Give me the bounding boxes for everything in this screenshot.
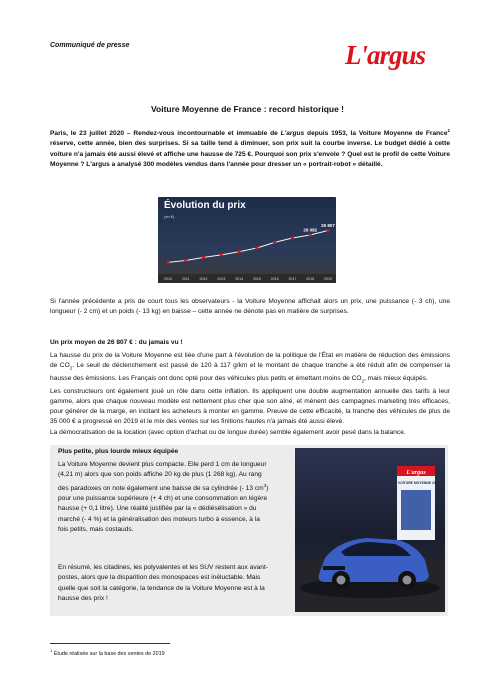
intro-text-1: Paris, le 23 juillet 2020 – Rendez-vous incontournable et immuable de xyxy=(50,130,281,138)
size-paragraph-2: En résumé, les citadines, les polyvalentes et les SUV restent aux avant-postes, alors que la disparition des monospaces est inéluctable. Mais quelle que soit la catégorie, la tendance de la Voiture Moyenne est à la hausse des prix ! xyxy=(58,564,269,602)
x-tick-label: 2013 xyxy=(217,277,226,281)
poster-brand: L'argus xyxy=(406,470,426,476)
data-label: 26 807 xyxy=(321,222,335,228)
x-tick-label: 2018 xyxy=(306,277,315,281)
data-point xyxy=(166,261,169,264)
price-text-a: La hausse du prix de la Voiture Moyenne est liée d'une part à l'évolution de la politique de l'État en matière de réduction des émissions de CO xyxy=(50,352,450,370)
intro-text-2: depuis 1953, la Voiture Moyenne de France xyxy=(304,130,448,138)
data-point xyxy=(291,236,294,239)
cm3-sup: 3 xyxy=(263,482,267,488)
data-point xyxy=(184,259,187,262)
footnote-number: 1 xyxy=(50,648,53,653)
section-heading-price: Un prix moyen de 26 807 € : du jamais vu ! xyxy=(50,339,183,346)
car-illustration xyxy=(295,448,445,612)
intro-brand: L'argus xyxy=(280,130,305,138)
co2-sub-b: 2 xyxy=(361,378,365,384)
data-label: 26 082 xyxy=(303,227,318,233)
x-tick-label: 2010 xyxy=(164,277,172,281)
series-line xyxy=(168,231,328,263)
size-text-b: ) pour une puissance supérieure (+ 4 ch) et une consommation en légère hausse (+ 0,1 litre). Une réalité justifiée par la « dédiésélisation » du marché (- 4 %) et la généralisation des moteurs turbo à essence, à la fois petits, mais costauds. xyxy=(58,484,269,533)
data-point xyxy=(309,233,312,236)
intro-paragraph xyxy=(50,126,450,170)
data-point xyxy=(202,256,205,259)
section-price-body xyxy=(50,351,450,438)
x-tick-label: 2017 xyxy=(288,277,297,281)
intro-text-3: réserve, cette année, bien des surprises. Si sa taille tend à diminuer, son prix suit la courbe inverse. Le budget dédié à cette voiture n'a jamais été aussi élevé et affiche une hausse de 725 €. Pourquoi son prix s'envole ? Quel est le profil de cette Voiture Moyenne ? L'argus a analysé 300 modèles vendus dans l'année pour dresser un « portrait-robot » détaillé. xyxy=(50,140,450,169)
footnote-ref: 1 xyxy=(447,128,450,133)
x-tick-label: 2015 xyxy=(252,277,261,281)
price-para-2: Les constructeurs ont également joué un rôle dans cette inflation. Ils appliquent une double augmentation annuelle des tarifs à leur gamme, alors que chaque nouveau modèle est nettement plus cher que son aîné, et mènent des campagnes marketing très efficaces, pour générer de la marge, en incitant les acheteurs à monter en gamme. Preuve de cette efficacité, la tranche des véhicules de plus de 35 000 € a progressé en 2019 et le mix des ventes sur les finitions hautes n'a jamais été aussi élevé. xyxy=(50,387,450,426)
x-tick-label: 2014 xyxy=(235,277,244,281)
size-text-a: La Voiture Moyenne devient plus compacte. Elle perd 1 cm de longueur (4,21 m) alors que son poids affiche 20 kg de plus (1 268 kg). Au rang des paradoxes on note également une baisse de sa cylindrée (- 13 cm xyxy=(58,461,267,492)
price-text-b: . Le seuil de déclenchement est passé de 120 à 117 g/km et le montant de chaque tranche a été réduit afin de compenser la hausse des émissions. Les Français ont donc opté pour des véhicules plus petits et émettant moins de CO xyxy=(50,362,450,382)
car-photo xyxy=(295,448,445,612)
data-point xyxy=(326,229,329,232)
communique-label: Communiqué de presse xyxy=(50,42,130,49)
largus-logo: L'argus xyxy=(345,40,426,70)
footnote-text: Étude réalisée sur la base des ventes de 2019 xyxy=(52,650,165,657)
co2-sub-a: 2 xyxy=(69,365,73,371)
page-title: Voiture Moyenne de France : record historique ! xyxy=(150,104,344,114)
size-paragraph-1 xyxy=(58,460,272,535)
x-tick-label: 2016 xyxy=(270,277,279,281)
data-point xyxy=(255,246,258,249)
x-tick-label: 2019 xyxy=(324,277,332,281)
x-tick-label: 2011 xyxy=(181,277,190,281)
data-point xyxy=(220,253,223,256)
x-tick-label: 2012 xyxy=(199,277,208,281)
footnote-divider xyxy=(50,643,170,644)
price-para-3: La démocratisation de la location (avec option d'achat ou de longue durée) semble également avoir pesé dans la balance. xyxy=(50,428,406,436)
price-text-c: , mais mieux équipés. xyxy=(364,374,428,382)
paragraph-1: Si l'année précédente a pris de court tous les observateurs - la Voiture Moyenne affichait alors un prix, une puissance (- 3 ch), une longueur (- 2 cm) et un poids (- 13 kg) en baisse – cette année ne dénote pas en matière de surprises. xyxy=(50,298,450,316)
poster-text: LA VOITURE MOYENNE 2020 xyxy=(392,481,440,485)
data-point xyxy=(238,250,241,253)
chart-unit: (en €) xyxy=(164,214,175,219)
data-point xyxy=(273,241,276,244)
price-evolution-chart xyxy=(158,197,336,283)
chart-title: Évolution du prix xyxy=(164,200,246,211)
footnote xyxy=(50,648,165,657)
section-heading-size: Plus petite, plus lourde mieux équipée xyxy=(58,448,179,455)
